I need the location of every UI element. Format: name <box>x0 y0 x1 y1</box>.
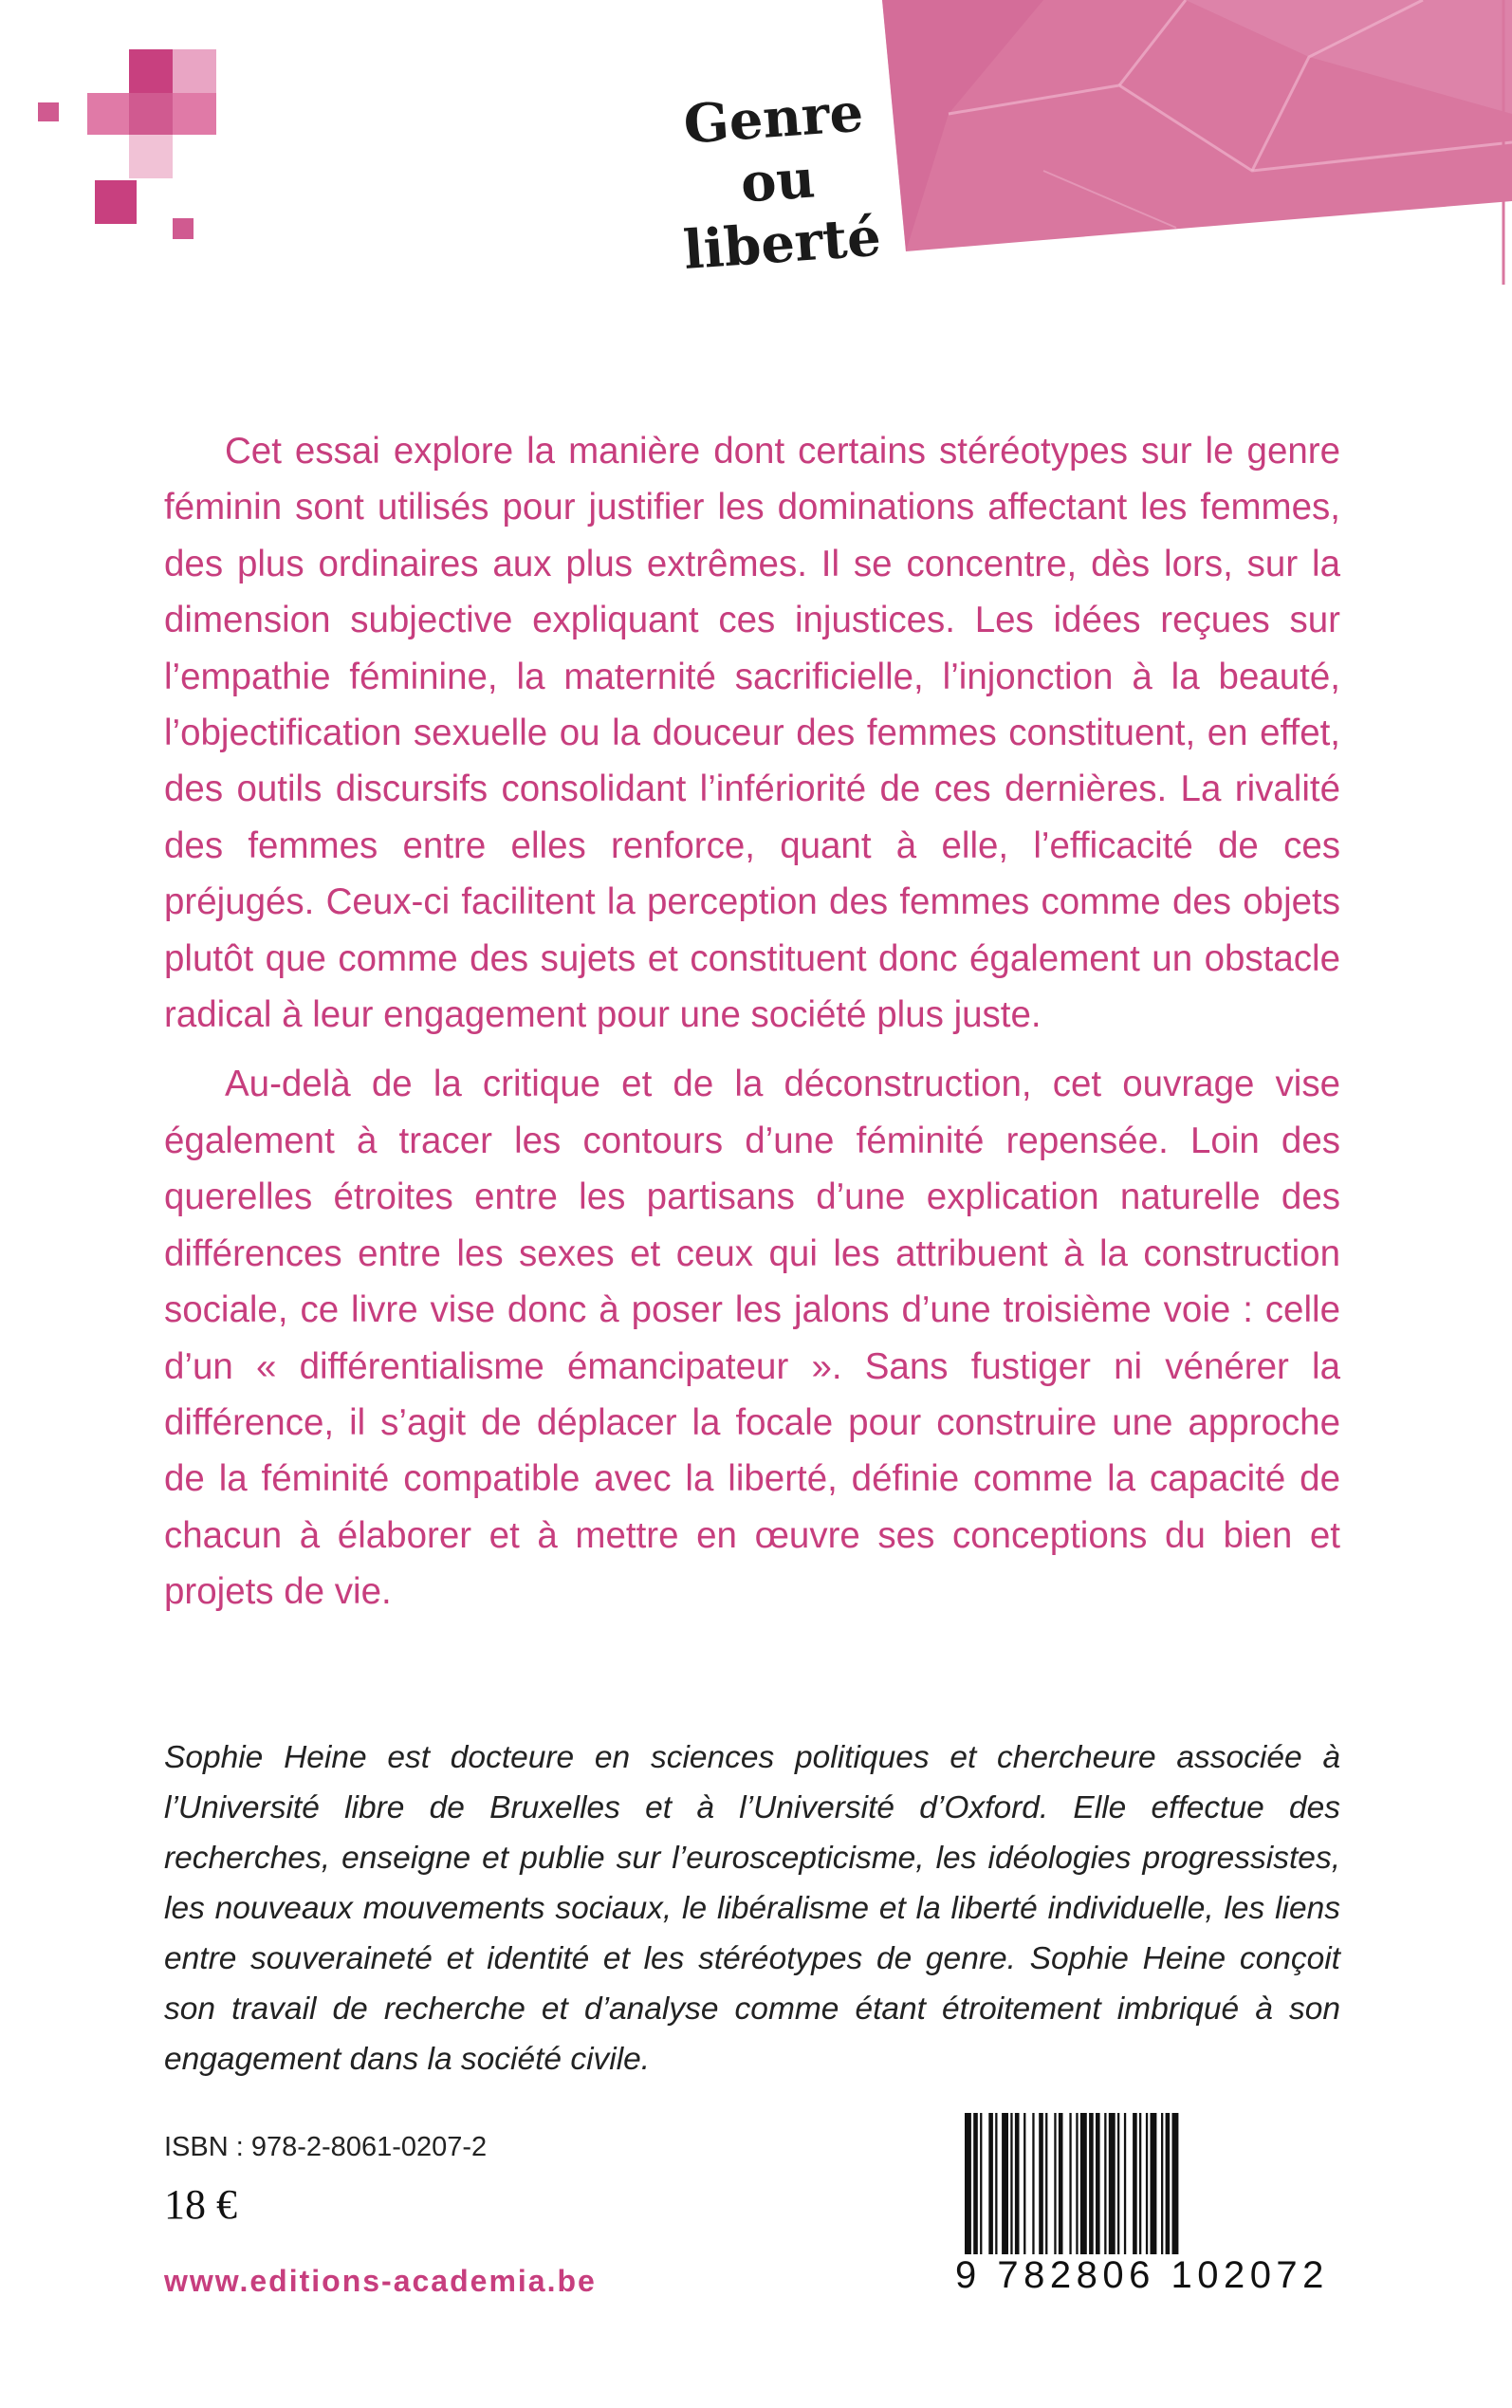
barcode-bar <box>1045 2113 1047 2255</box>
barcode-bar <box>965 2113 971 2255</box>
barcode-bar <box>1104 2113 1106 2255</box>
barcode-bar <box>1059 2113 1063 2255</box>
barcode-number: 9 782806 102072 <box>951 2254 1342 2297</box>
summary-paragraph: Cet essai explore la manière dont certains stéréotypes sur le genre féminin sont utilisés pour justifier les dominations affectant les femmes, des plus ordinaires aux plus extrêmes. Il se concentre, dès lors, sur la dimension subjective expliquant ces injustices. Les idées reçues sur l’empathie féminine, la maternité sacrificielle, l’injonction à la beauté, l’objectification sexuelle ou la douceur des femmes constituent, en effet, des outils discursifs consolidant l’infériorité de ces dernières. La rivalité des femmes entre elles renforce, quant à elle, l’efficacité de ces préjugés. Ceux-ci facilitent la perception des femmes comme des objets plutôt que comme des sujets et constituent donc également un obstacle radical à leur engagement pour une société plus juste. <box>164 431 1340 1036</box>
barcode-bar <box>1109 2113 1116 2255</box>
barcode-bar <box>1146 2113 1148 2255</box>
barcode-bar <box>1076 2113 1078 2255</box>
barcode-bar <box>973 2113 978 2255</box>
title-line: Genre <box>681 81 866 157</box>
summary-paragraph: Au-delà de la critique et de la déconstruction, cet ouvrage vise également à tracer les contours d’une féminité repensée. Loin des querelles étroites entre les partisans d’une explication naturelle des différences entre les sexes et ceux qui les attribuent à la construction sociale, ce livre vise donc à poser les jalons d’une troisième voie : celle d’un « différentialisme émancipateur ». Sans fustiger ni vénérer la différence, il s’agit de déplacer la focale pour construire une approche de la féminité compatible avec la liberté, définie comme la capacité de chacun à élaborer et à mettre en œuvre ses conceptions du bien et projets de vie. <box>164 1064 1340 1613</box>
barcode-bar <box>1023 2113 1025 2255</box>
barcode-bar <box>1032 2113 1034 2255</box>
book-summary <box>164 423 1340 1621</box>
barcode-bar <box>1039 2113 1043 2255</box>
author-bio <box>164 1732 1340 2084</box>
title-line: ou <box>738 147 818 215</box>
barcode-bar <box>1096 2113 1100 2255</box>
title-line: liberté <box>681 205 883 283</box>
barcode-bar <box>1010 2113 1012 2255</box>
barcode-bars <box>951 2113 1338 2255</box>
barcode-bar <box>1002 2113 1008 2255</box>
barcode-bar <box>1080 2113 1087 2255</box>
barcode-bar <box>1139 2113 1141 2255</box>
barcode-bar <box>1117 2113 1119 2255</box>
isbn: ISBN : 978-2-8061-0207-2 <box>164 2132 488 2162</box>
barcode-bar <box>988 2113 993 2255</box>
barcode-bar <box>1124 2113 1126 2255</box>
barcode-bar <box>1166 2113 1171 2255</box>
barcode-bar <box>1054 2113 1056 2255</box>
barcode-bar <box>1151 2113 1157 2255</box>
barcode-bar <box>1015 2113 1020 2255</box>
price: 18 € <box>164 2181 237 2228</box>
barcode-bar <box>1069 2113 1071 2255</box>
book-title <box>648 79 907 284</box>
barcode-bar <box>995 2113 997 2255</box>
barcode-bar <box>1133 2113 1137 2255</box>
publisher-website[interactable]: www.editions-academia.be <box>164 2264 597 2298</box>
barcode-bar <box>1089 2113 1094 2255</box>
author-bio-text: Sophie Heine est docteure en sciences politiques et chercheure associée à l’Université libre de Bruxelles et à l’Université d’Oxford. Elle effectue des recherches, enseigne et publie sur l’euroscepticisme, les idéologies progressistes, les nouveaux mouvements sociaux, le libéralisme et la liberté individuelle, les liens entre souveraineté et identité et les stéréotypes de genre. Sophie Heine conçoit son travail de recherche et d’analyse comme étant étroitement imbriqué à son engagement dans la société civile. <box>164 1740 1340 2077</box>
barcode-bar <box>1172 2113 1179 2255</box>
barcode-bar <box>1161 2113 1163 2255</box>
barcode-bar <box>980 2113 982 2255</box>
